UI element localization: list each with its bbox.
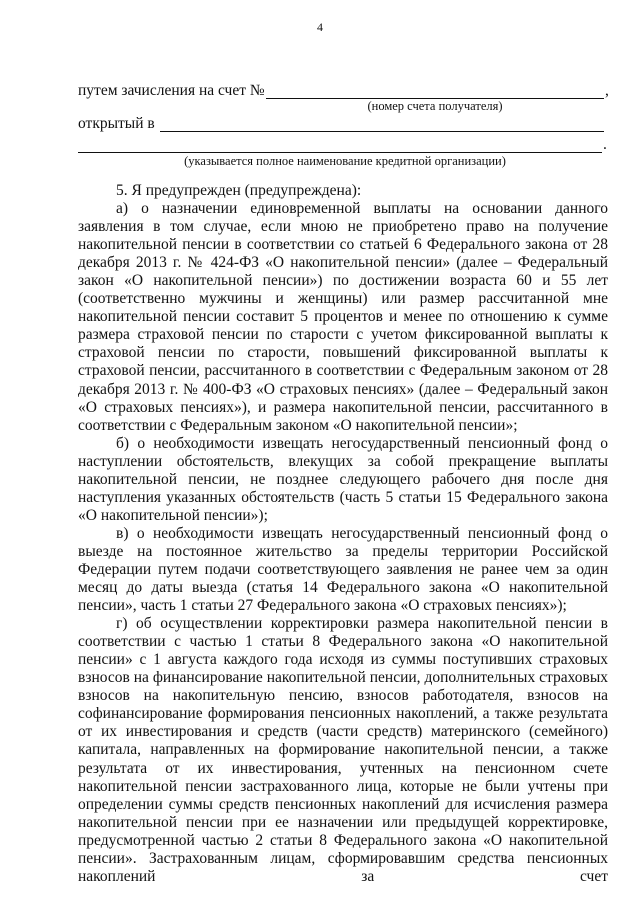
bank-label: открытый в (78, 115, 155, 132)
warning-item-v: в) о необходимости извещать негосударственный пенсионный фонд о выезде на постоянное жительство за пределы территории Российской Федерации путем подачи соответствующего заявления не ранее чем за один месяц до даты выезда (статья 14 Федерального закона «О накопительной пенсии», часть 1 статьи 27 Федерального закона «О страховых пенсиях»); (78, 524, 608, 615)
bank-name-field-line1[interactable] (160, 131, 604, 132)
warning-heading: 5. Я предупрежден (предупреждена): (116, 182, 362, 199)
bank-caption: (указывается полное наименование кредитной организации) (184, 154, 506, 168)
warning-item-a: а) о назначении единовременной выплаты на основании данного заявления в том случае, если мною не приобретено право на получение накопительной пенсии в соответствии со статьей 6 Федерального закона от 28 декабря 2013 г. № 424-ФЗ «О накопительной пенсии» (далее – Федеральный закон «О накопительной пенсии») по достижении возраста 60 и 55 лет (соответственно мужчины и женщины) или размер рассчитанной мне накопительной пенсии составит 5 процентов и менее по отношению к сумме размера страховой пенсии по старости с учетом фиксированной выплаты к страховой пенсии по старости, повышений фиксированной выплаты к страховой пенсии, рассчитанного в соответствии с Федеральным законом от 28 декабря 2013 г. № 400-ФЗ «О страховых пенсиях» (далее – Федеральный закон «О страховых пенсиях»), и размера накопительной пенсии, рассчитанного в соответствии с Федеральным законом «О накопительной пенсии»; (78, 200, 608, 434)
account-caption: (номер счета получателя) (367, 99, 503, 113)
warning-section (78, 182, 608, 886)
warning-item-b: б) о необходимости извещать негосударственный пенсионный фонд о наступлении обстоятельств, влекущих за собой прекращение выплаты накопительной пенсии, не позднее следующего рабочего дня после дня наступления указанных обстоятельств (часть 5 статьи 15 Федерального закона «О накопительной пенсии»); (78, 434, 608, 524)
account-trailing-comma: , (605, 82, 609, 99)
bank-name-field-line2[interactable] (78, 152, 602, 153)
page-number: 4 (317, 20, 323, 34)
warning-item-g: г) об осуществлении корректировки размера накопительной пенсии в соответствии с частью 1 статьи 8 Федерального закона «О накопительной пенсии» с 1 августа каждого года исходя из суммы поступивших страховых взносов на финансирование накопительной пенсии, дополнительных страховых взносов на накопительную пенсию, взносов работодателя, взносов на софинансирование формирования пенсионных накоплений, а также результата от их инвестирования и средств (части средств) материнского (семейного) капитала, направленных на формирование накопительной пенсии, а также результата от их инвестирования, учтенных на пенсионном счете накопительной пенсии застрахованного лица, которые не были учтены при определении суммы средств пенсионных накоплений для исчисления размера накопительной пенсии при ее назначении или предыдущей корректировке, предусмотренной частью 2 статьи 8 Федерального закона «О накопительной пенсии». Застрахованным лицам, сформировавшим средства пенсионных накоплений за счет (78, 615, 608, 885)
bank-trailing-period: . (603, 136, 607, 153)
account-label: путем зачисления на счет № (78, 82, 265, 99)
